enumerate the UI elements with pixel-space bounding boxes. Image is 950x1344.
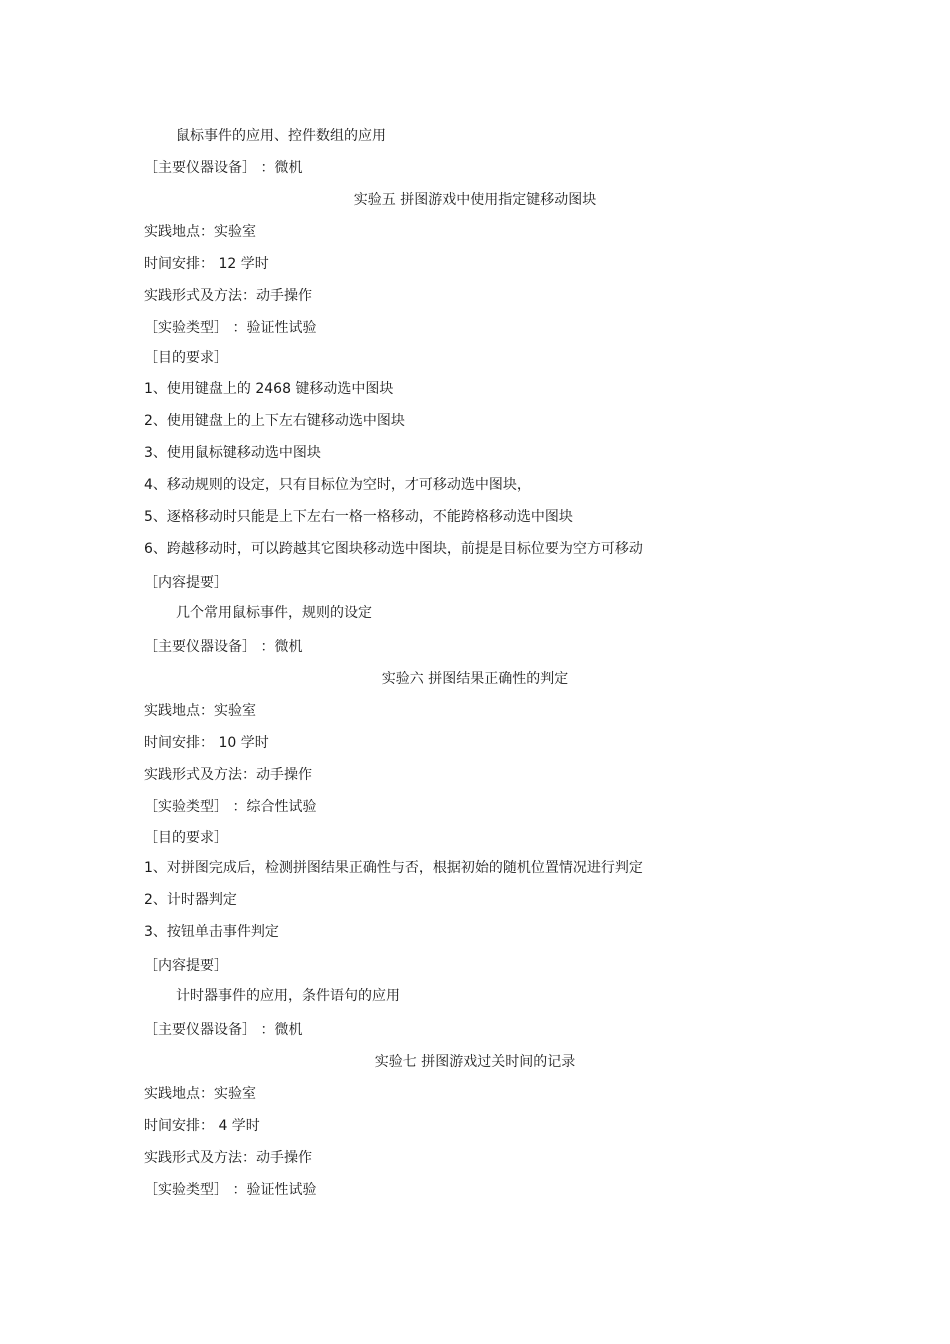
content-summary-text: 几个常用鼠标事件，规则的设定 xyxy=(176,605,372,621)
method-line: 实践形式及方法：动手操作 xyxy=(144,767,312,783)
method-line: 实践形式及方法：动手操作 xyxy=(144,1150,312,1166)
requirement-item: 5、逐格移动时只能是上下左右一格一格移动，不能跨格移动选中图块 xyxy=(144,509,573,525)
requirements-heading: ［目的要求］ xyxy=(144,830,228,846)
content-summary-text: 鼠标事件的应用、控件数组的应用 xyxy=(176,128,386,144)
requirement-item: 3、使用鼠标键移动选中图块 xyxy=(144,445,321,461)
equipment-line: ［主要仪器设备］ ：微机 xyxy=(144,1022,303,1038)
time-line: 时间安排： 12 学时 xyxy=(144,256,269,272)
location-line: 实践地点：实验室 xyxy=(144,1086,256,1102)
content-summary-text: 计时器事件的应用，条件语句的应用 xyxy=(176,988,400,1004)
time-line: 时间安排： 10 学时 xyxy=(144,735,269,751)
requirement-item: 2、使用键盘上的上下左右键移动选中图块 xyxy=(144,413,405,429)
location-line: 实践地点：实验室 xyxy=(144,224,256,240)
experiment-type-line: ［实验类型］ ：综合性试验 xyxy=(144,799,317,815)
equipment-line: ［主要仪器设备］ ：微机 xyxy=(144,160,303,176)
experiment-type-line: ［实验类型］ ：验证性试验 xyxy=(144,1182,317,1198)
experiment-6-title: 实验六 拼图结果正确性的判定 xyxy=(381,671,569,687)
experiment-type-line: ［实验类型］ ：验证性试验 xyxy=(144,320,317,336)
requirement-item: 1、使用键盘上的 2468 键移动选中图块 xyxy=(144,381,394,397)
experiment-7-title: 实验七 拼图游戏过关时间的记录 xyxy=(374,1054,576,1070)
experiment-5-title: 实验五 拼图游戏中使用指定键移动图块 xyxy=(353,192,597,208)
content-summary-heading: ［内容提要］ xyxy=(144,575,228,591)
requirement-item: 1、对拼图完成后，检测拼图结果正确性与否，根据初始的随机位置情况进行判定 xyxy=(144,860,643,876)
time-line: 时间安排： 4 学时 xyxy=(144,1118,260,1134)
requirement-item: 2、计时器判定 xyxy=(144,892,237,908)
requirements-heading: ［目的要求］ xyxy=(144,350,228,366)
equipment-line: ［主要仪器设备］ ：微机 xyxy=(144,639,303,655)
content-summary-heading: ［内容提要］ xyxy=(144,958,228,974)
requirement-item: 6、跨越移动时，可以跨越其它图块移动选中图块，前提是目标位要为空方可移动 xyxy=(144,541,643,557)
location-line: 实践地点：实验室 xyxy=(144,703,256,719)
requirement-item: 4、移动规则的设定，只有目标位为空时，才可移动选中图块， xyxy=(144,477,531,493)
requirement-item: 3、按钮单击事件判定 xyxy=(144,924,279,940)
method-line: 实践形式及方法：动手操作 xyxy=(144,288,312,304)
